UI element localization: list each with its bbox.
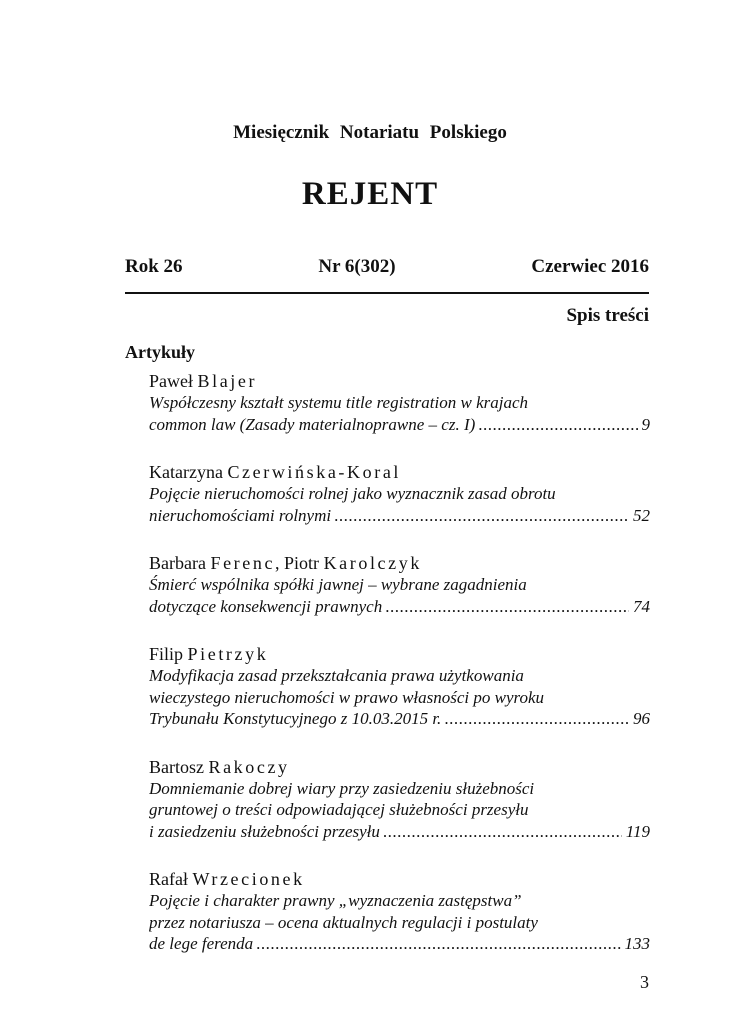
entry-title-line: i zasiedzeniu służebności przesyłu: [149, 821, 380, 841]
entry-page-number: 133: [624, 934, 650, 953]
issue-date: Czerwiec 2016: [531, 256, 649, 277]
author-last-name: Blajer: [197, 371, 258, 391]
author-last-name: Ferenc: [210, 553, 276, 573]
toc-entry[interactable]: [149, 552, 650, 617]
toc-entries: [149, 370, 650, 981]
journal-title: REJENT: [301, 176, 439, 212]
author-first-name: Rafał: [149, 869, 188, 889]
entry-authors: [149, 552, 650, 574]
author-last-name: Karolczyk: [323, 553, 422, 573]
entry-last-line: [149, 414, 650, 436]
entry-authors: [149, 370, 650, 392]
entry-title-line: wieczystego nieruchomości w prawo własności po wyroku: [149, 687, 545, 707]
entry-title-line: Śmierć wspólnika spółki jawnej – wybrane zagadnienia: [149, 575, 527, 594]
entry-page-number: 74: [633, 596, 650, 616]
entry-title-line: gruntowej o treści odpowiadającej służebności przesyłu: [149, 800, 529, 819]
author-last-name: Czerwińska-Koral: [227, 462, 402, 482]
entry-title-line: Modyfikacja zasad przekształcania prawa użytkowania: [149, 666, 524, 685]
entry-title-line: nieruchomościami rolnymi: [149, 505, 332, 525]
entry-title-line: dotyczące konsekwencji prawnych: [149, 596, 383, 616]
toc-entry[interactable]: [149, 370, 650, 435]
entry-title-line: Trybunału Konstytucyjnego z 10.03.2015 r.: [149, 709, 442, 728]
entry-title-line: Współczesny kształt systemu title registration w krajach: [149, 393, 528, 412]
author-last-name: Rakoczy: [208, 756, 290, 777]
entry-page-number: 96: [633, 709, 650, 728]
entry-title-line: common law (Zasady materialnoprawne – cz. I): [149, 414, 476, 434]
dot-leader: [444, 708, 629, 730]
toc-entry[interactable]: [149, 643, 650, 730]
entry-page-number: 9: [641, 414, 650, 434]
entry-page-number: 119: [625, 821, 650, 841]
dot-leader: [334, 505, 629, 527]
header-rule: [125, 292, 649, 294]
entry-last-line: [149, 821, 650, 843]
author-last-name: Pietrzyk: [187, 644, 269, 664]
issue-line: [125, 256, 649, 278]
toc-heading: Spis treści: [566, 305, 649, 326]
entry-authors: [149, 756, 650, 778]
dot-leader: [383, 821, 622, 843]
author-first-name: Katarzyna: [149, 462, 223, 482]
entry-last-line: [149, 933, 650, 955]
toc-entry[interactable]: [149, 868, 650, 955]
author-first-name: Piotr: [284, 553, 320, 573]
issue-number: Nr 6(302): [318, 256, 396, 277]
entry-last-line: [149, 708, 650, 730]
author-last-name: Wrzecionek: [192, 869, 305, 889]
author-separator: ,: [275, 553, 285, 573]
entry-title-line: przez notariusza – ocena aktualnych regulacji i postulaty: [149, 912, 538, 932]
author-first-name: Barbara: [149, 553, 206, 573]
entry-page-number: 52: [633, 505, 650, 525]
author-first-name: Paweł: [149, 371, 193, 391]
dot-leader: [478, 414, 637, 436]
entry-title-line: Pojęcie i charakter prawny „wyznaczenia zastępstwa”: [149, 891, 522, 910]
toc-entry[interactable]: [149, 461, 650, 526]
entry-title-line: de lege ferenda: [149, 934, 254, 953]
entry-title-line: Domniemanie dobrej wiary przy zasiedzeniu służebności: [149, 778, 535, 798]
entry-last-line: [149, 505, 650, 527]
entry-last-line: [149, 596, 650, 618]
author-first-name: Filip: [149, 644, 184, 664]
section-heading: Artykuły: [125, 342, 196, 362]
entry-authors: [149, 643, 650, 665]
journal-subtitle: Miesięcznik Notariatu Polskiego: [233, 122, 507, 143]
issue-year: Rok 26: [125, 256, 183, 277]
page-number: 3: [640, 972, 649, 992]
author-first-name: Bartosz: [149, 756, 204, 777]
dot-leader: [385, 596, 629, 618]
entry-authors: [149, 868, 650, 890]
entry-title-line: Pojęcie nieruchomości rolnej jako wyznacznik zasad obrotu: [149, 484, 556, 503]
dot-leader: [256, 933, 620, 955]
entry-authors: [149, 461, 650, 483]
toc-entry[interactable]: [149, 756, 650, 843]
